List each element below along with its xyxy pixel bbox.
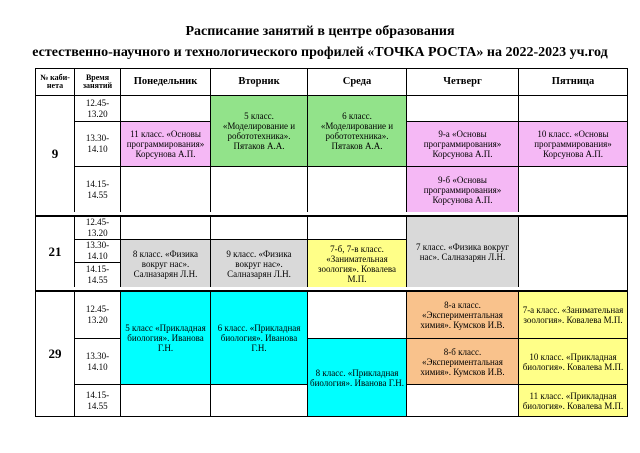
header-wednesday: Среда: [307, 68, 407, 96]
empty-cell: [120, 166, 211, 213]
empty-cell: [518, 216, 628, 288]
lesson-cell: 5 класс «Прикладная биология». Иванова Г.Н.: [120, 291, 211, 385]
lesson-cell: 11 класс. «Прикладная биология». Ковалева М.П.: [518, 384, 628, 417]
lesson-cell: 8 класс. «Физика вокруг нас». Салназарян Л.Н.: [120, 239, 211, 288]
empty-cell: [210, 166, 308, 213]
empty-cell: [210, 384, 308, 417]
empty-cell: [406, 384, 519, 417]
time-slot: 12.45-13.20: [74, 216, 121, 240]
lesson-cell: 7 класс. «Физика вокруг нас». Салназарян Л.Н.: [406, 216, 519, 288]
empty-cell: [307, 291, 407, 339]
header-thursday: Четверг: [406, 68, 519, 96]
room-number: 29: [35, 291, 75, 417]
header-room: № каби-нета: [35, 68, 75, 96]
lesson-cell: 6 класс. «Моделирование и робототехника». Пятаков А.А.: [307, 95, 407, 167]
empty-cell: [518, 166, 628, 213]
lesson-cell: 7-а класс. «Занимательная зоология». Ковалева М.П.: [518, 291, 628, 339]
empty-cell: [307, 166, 407, 213]
room-number: 9: [35, 95, 75, 213]
title-line-1: Расписание занятий в центре образования: [185, 24, 455, 39]
empty-cell: [120, 384, 211, 417]
time-slot: 12.45-13.20: [74, 95, 121, 122]
time-slot: 13.30-14.10: [74, 121, 121, 167]
lesson-cell: 10 класс. «Прикладная биология». Ковалева М.П.: [518, 338, 628, 385]
time-slot: 14.15-14.55: [74, 166, 121, 213]
lesson-cell: 10 класс. «Основы программирования» Корсунова А.П.: [518, 121, 628, 167]
lesson-cell: 5 класс. «Моделирование и робототехника». Пятаков А.А.: [210, 95, 308, 167]
header-friday: Пятница: [518, 68, 628, 96]
lesson-cell: 8-б класс. «Экспериментальная химия». Кумсков И.В.: [406, 338, 519, 385]
time-slot: 14.15-14.55: [74, 262, 121, 288]
lesson-cell: 9-а «Основы программирования» Корсунова А.П.: [406, 121, 519, 167]
lesson-cell: 8 класс. «Прикладная биология». Иванова Г.Н.: [307, 338, 407, 417]
empty-cell: [518, 95, 628, 122]
lesson-cell: 9-б «Основы программирования» Корсунова А.П.: [406, 166, 519, 213]
header-time: Время занятий: [74, 68, 121, 96]
title-line-2: естественно-научного и технологического профилей «ТОЧКА РОСТА» на 2022-2023 уч.год: [32, 45, 608, 60]
lesson-cell: 6 класс. «Прикладная биология». Иванова Г.Н.: [210, 291, 308, 385]
time-slot: 13.30-14.10: [74, 338, 121, 385]
empty-cell: [406, 95, 519, 122]
time-slot: 13.30-14.10: [74, 239, 121, 263]
empty-cell: [307, 216, 407, 240]
room-number: 21: [35, 216, 75, 288]
lesson-cell: 8-а класс. «Экспериментальная химия». Кумсков И.В.: [406, 291, 519, 339]
lesson-cell: 7-б, 7-в класс. «Занимательная зоология». Ковалева М.П.: [307, 239, 407, 288]
lesson-cell: 9 класс. «Физика вокруг нас». Салназарян Л.Н.: [210, 239, 308, 288]
empty-cell: [120, 216, 211, 240]
empty-cell: [210, 216, 308, 240]
lesson-cell: 11 класс. «Основы программирования» Корсунова А.П.: [120, 121, 211, 167]
header-monday: Понедельник: [120, 68, 211, 96]
time-slot: 12.45-13.20: [74, 291, 121, 339]
header-tuesday: Вторник: [210, 68, 308, 96]
empty-cell: [120, 95, 211, 122]
time-slot: 14.15-14.55: [74, 384, 121, 417]
